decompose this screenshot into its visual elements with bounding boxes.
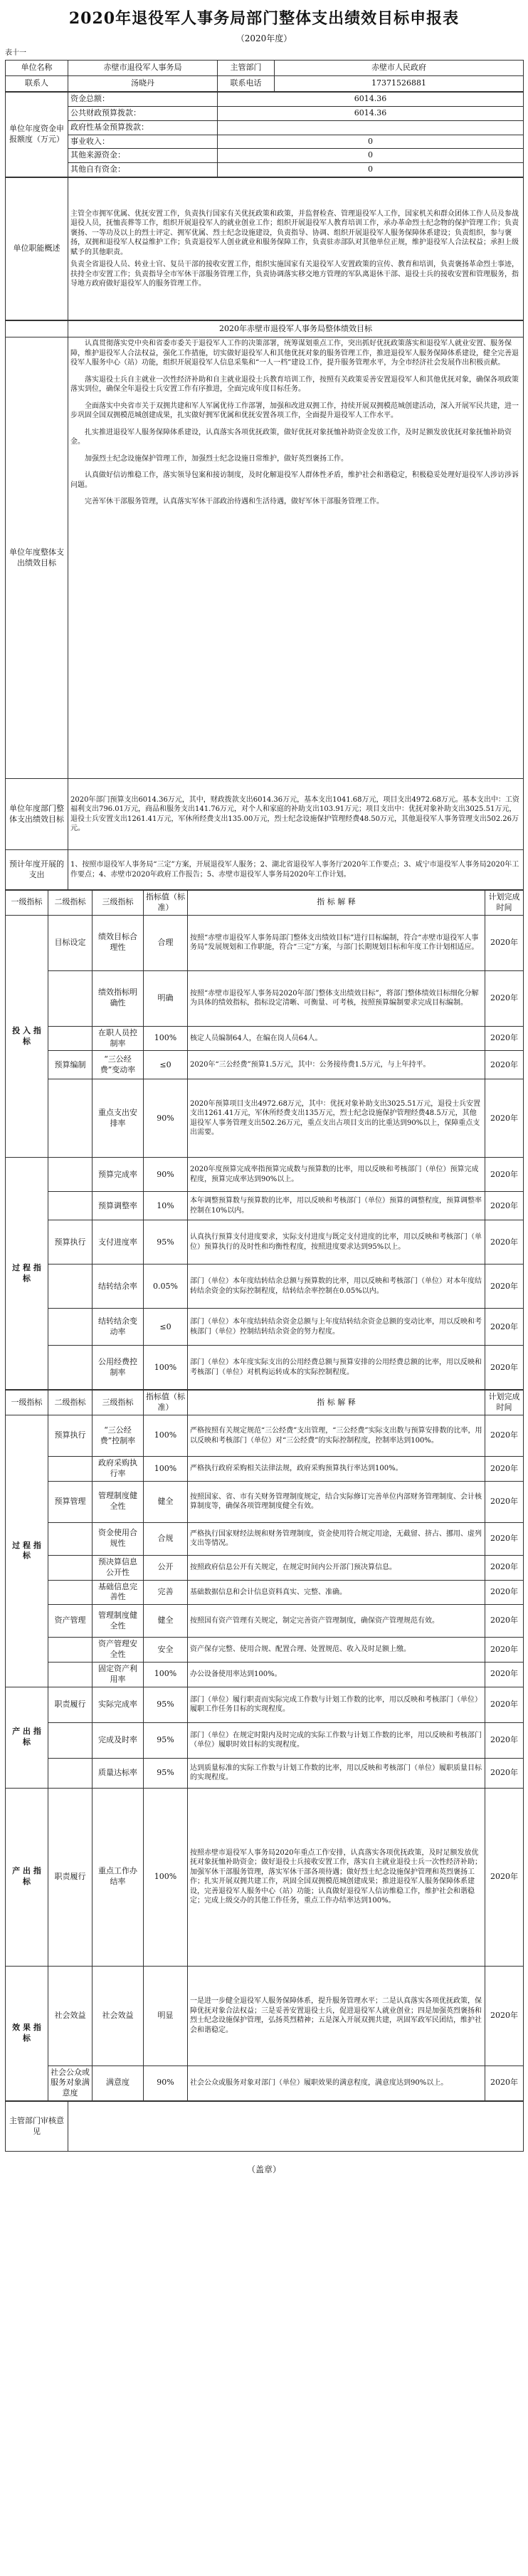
col-desc-b: 指 标 解 释 xyxy=(188,1391,485,1415)
form-title: 2020年退役军人事务局部门整体支出绩效目标申报表 xyxy=(68,9,460,28)
col-lvl2-b: 二级指标 xyxy=(48,1391,93,1415)
indicator-target: 明确 xyxy=(144,970,188,1026)
indicator-target: 安全 xyxy=(144,1638,188,1663)
indicator-lvl3: 基础信息完善性 xyxy=(93,1580,144,1605)
indicator-desc: 认真执行预算支付进度要求，实际支付进度与既定支付进度的比率，用以反映和考核部门（单位）预算执行的及时性和均衡性程度，按照进度要求达到95%以上。 xyxy=(188,1220,485,1265)
indicator-desc: 按照“赤壁市退役军人事务局部门整体支出绩效目标”进行目标编制，符合“赤壁市退役军人事务局”发展规划和工作职能，符合“三定”方案，与部门长期规划目标和年度工作计划相适应。 xyxy=(188,915,485,970)
col-target: 指标值（标准） xyxy=(144,891,188,916)
indicator-lvl2 xyxy=(48,1346,93,1390)
funds-row-label: 资金总额： xyxy=(68,93,218,107)
indicator-row xyxy=(6,1192,524,1220)
col-lvl1: 一级指标 xyxy=(6,891,48,916)
annual-table xyxy=(5,320,524,890)
col-lvl2: 二级指标 xyxy=(48,891,93,916)
indicator-lvl3: 绩效指标明确性 xyxy=(93,970,144,1026)
indicator-row xyxy=(6,1788,524,1966)
plan-label: 预计年度开展的支出 xyxy=(6,850,68,890)
indicator-target: 10% xyxy=(144,1192,188,1220)
indicator-lvl3: 预决算信息公开性 xyxy=(93,1555,144,1580)
indicator-row xyxy=(6,1722,524,1758)
contact-label: 联系人 xyxy=(6,76,68,92)
plan-text: 1、按照市退役军人事务局“三定”方案，开展退役军人服务；2、湖北省退役军人事务厅2020年工作要点；3、咸宁市退役军人事务局2020年工作要点；4、赤壁市2020年政府工作报告；5、赤壁市退役军人事务局2020年工作计划。 xyxy=(68,850,524,890)
indicator-row xyxy=(6,1580,524,1605)
indicator-year: 2020年 xyxy=(485,1457,524,1482)
indicator-lvl2 xyxy=(48,1522,93,1555)
indicator-row xyxy=(6,1638,524,1663)
indicator-year: 2020年 xyxy=(485,1346,524,1390)
indicator-target: ≤0 xyxy=(144,1051,188,1079)
annual-paragraph: 认真贯彻落实党中央和省委市委关于退役军人工作的决策部署，统筹谋划重点工作，突出抓好优抚政策落实和退役军人就业安置、服务保障，维护退役军人合法权益，强化工作措施，切实做好退役军人和其他优抚对象的服务管理工作，推进退役军人服务保障体系建设，健全完善退役军人服务中心（站）功能，组织开展退役军人信息采集和“一人一档”建设工作，提升服务管理水平，为全市经济社会发展作出积极贡献。 xyxy=(70,340,519,367)
indicator-lvl3: 质量达标率 xyxy=(93,1758,144,1788)
indicator-lvl3: 资产管理安全性 xyxy=(93,1638,144,1663)
indicator-lvl3: 结转结余变动率 xyxy=(93,1309,144,1346)
indicator-lvl3: “三公经费”控制率 xyxy=(93,1415,144,1457)
duty-text xyxy=(68,178,524,320)
unit-value: 赤壁市退役军人事务局 xyxy=(68,61,218,76)
funds-row-label: 公共财政预算拨款： xyxy=(68,106,218,120)
form-year: （2020年度） xyxy=(236,33,292,43)
indicator-year: 2020年 xyxy=(485,1555,524,1580)
col-year-b: 计划完成时间 xyxy=(485,1391,524,1415)
indicator-lvl3: 重点支出安排率 xyxy=(93,1079,144,1158)
indicator-lvl3: 固定资产利用率 xyxy=(93,1662,144,1687)
indicator-row xyxy=(6,915,524,970)
indicator-desc: 严格执行政府采购相关法律法规，政府采购预算执行率达到100%。 xyxy=(188,1457,485,1482)
indicator-desc: 按照国有资产管理有关规定，制定完善资产管理制度，确保资产管理规范有效。 xyxy=(188,1605,485,1638)
indicator-desc: 部门（单位）本年度结转结余资金总额与上年度结转结余资金总额的变动比率，用以反映和考核部门（单位）控制结转结余资金的努力程度。 xyxy=(188,1309,485,1346)
indicator-year: 2020年 xyxy=(485,1158,524,1192)
funds-table xyxy=(5,92,524,177)
indicator-lvl2 xyxy=(48,1662,93,1687)
annual-heading: 2020年赤壁市退役军人事务局整体绩效目标 xyxy=(68,321,524,337)
form-number: 表十一 xyxy=(5,49,26,57)
indicator-year: 2020年 xyxy=(485,1605,524,1638)
indicator-group: 产 出 指 标 xyxy=(6,1788,48,1966)
indicator-lvl2: 目标设定 xyxy=(48,915,93,970)
indicator-desc: 按照国家、省、市有关财务管理制度规定，结合实际修订完善单位内部财务管理制度、会计核算制度等，确保各项管理制度健全有效。 xyxy=(188,1481,485,1522)
indicator-row xyxy=(6,1079,524,1158)
funds-row-value: 0 xyxy=(218,149,524,163)
indicator-desc: 严格按照有关规定规范“三公经费”支出管理，“三公经费”实际支出数与预算安排数的比率，用以反映和考核部门（单位）对“三公经费”的实际控制程度，控制率达到100%。 xyxy=(188,1415,485,1457)
indicator-desc: 2020年“三公经费”预算1.5万元，其中：公务接待费1.5万元，与上年持平。 xyxy=(188,1051,485,1079)
indicator-target: ≤0 xyxy=(144,1309,188,1346)
indicator-desc: 达到质量标准的实际工作数与计划工作数的比率，用以反映和考核部门（单位）履职质量目标的实现程度。 xyxy=(188,1758,485,1788)
indicator-desc: 核定人员编制64人，在编在岗人员64人。 xyxy=(188,1026,485,1051)
indicator-lvl3: 预算完成率 xyxy=(93,1158,144,1192)
indicator-desc: 按照赤壁市退役军人事务局2020年重点工作安排，认真落实各项优抚政策，及时足额发放优抚对象抚恤补助资金；做好退役士兵接收安置工作，落实自主就业退役士兵一次性经济补助；加强军休干部服务管理，落实军休干部各项待遇；做好烈士纪念设施保护管理和英烈褒扬工作；扎实开展双拥共建工作，巩固全国双拥模范城创建成果；推进退役军人服务保障体系建设，完善退役军人服务中心（站）功能；认真做好退役军人信访维稳工作，维护社会和谐稳定；完成上级交办的其他工作任务，重点工作办结率达到100%。 xyxy=(188,1788,485,1966)
indicator-lvl2: 职责履行 xyxy=(48,1687,93,1722)
signature-stamp: （盖章） xyxy=(246,2164,281,2174)
indicator-year: 2020年 xyxy=(485,1415,524,1457)
annual-paragraph: 落实退役士兵自主就业一次性经济补助和自主就业退役士兵教育培训工作，按照有关政策妥善安置退役军人和其他优抚对象，确保各项政策落实到位，确保全年退役士兵安置工作有序推进，全面完成年度目标任务。 xyxy=(70,375,519,394)
indicator-lvl2 xyxy=(48,1580,93,1605)
indicator-lvl2 xyxy=(48,1158,93,1192)
indicator-lvl2 xyxy=(48,1758,93,1788)
indicator-year: 2020年 xyxy=(485,1966,524,2065)
indicator-year: 2020年 xyxy=(485,1638,524,1663)
indicator-row xyxy=(6,970,524,1026)
indicator-row xyxy=(6,1158,524,1192)
indicator-desc: 一是进一步健全退役军人服务保障体系，提升服务管理水平；二是认真落实各项优抚政策，保障优抚对象合法权益；三是妥善安置退役士兵，促进退役军人就业创业；四是加强英烈褒扬和烈士纪念设施保护管理，弘扬英烈精神；五是深入开展双拥共建，巩固军政军民团结，维护社会和谐稳定。 xyxy=(188,1966,485,2065)
indicator-year: 2020年 xyxy=(485,970,524,1026)
indicator-year: 2020年 xyxy=(485,1522,524,1555)
indicator-lvl3: “三公经费”变动率 xyxy=(93,1051,144,1079)
funds-row-value: 6014.36 xyxy=(218,106,524,120)
indicator-row xyxy=(6,2065,524,2101)
indicator-lvl3: 重点工作办结率 xyxy=(93,1788,144,1966)
col-desc: 指 标 解 释 xyxy=(188,891,485,916)
indicator-lvl2: 社会效益 xyxy=(48,1966,93,2065)
col-lvl3-b: 三级指标 xyxy=(93,1391,144,1415)
indicator-target: 完善 xyxy=(144,1580,188,1605)
funds-row-value: 6014.36 xyxy=(218,93,524,107)
indicator-row xyxy=(6,1687,524,1722)
indicator-group: 过 程 指 标 xyxy=(6,1415,48,1687)
indicator-lvl2 xyxy=(48,1309,93,1346)
indicator-desc: 严格执行国家财经法规和财务管理制度，资金使用符合规定用途，无截留、挤占、挪用、虚列支出等情况。 xyxy=(188,1522,485,1555)
indicator-lvl2 xyxy=(48,970,93,1026)
indicator-lvl3: 实际完成率 xyxy=(93,1687,144,1722)
funds-row-label: 事业收入： xyxy=(68,135,218,149)
indicator-target: 合理 xyxy=(144,915,188,970)
col-year: 计划完成时间 xyxy=(485,891,524,916)
indicator-lvl2 xyxy=(48,1079,93,1158)
indicator-year: 2020年 xyxy=(485,2065,524,2101)
indicator-year: 2020年 xyxy=(485,1026,524,1051)
indicator-year: 2020年 xyxy=(485,1051,524,1079)
funds-row-value xyxy=(218,120,524,135)
indicator-desc: 本年调整预算数与预算数的比率，用以反映和考核部门（单位）预算的调整程度，预算调整率控制在10%以内。 xyxy=(188,1192,485,1220)
indicator-row xyxy=(6,1481,524,1522)
indicator-lvl2: 社会公众或服务对象满意度 xyxy=(48,2065,93,2101)
annual-paragraph: 认真做好信访维稳工作，落实领导包案和接访制度，及时化解退役军人群体性矛盾，维护社会和谐稳定，积极稳妥处理好退役军人涉访涉诉问题。 xyxy=(70,471,519,489)
indicator-target: 100% xyxy=(144,1788,188,1966)
annual-paragraph: 扎实推进退役军人服务保障体系建设，认真落实各项优抚政策，做好优抚对象抚恤补助资金发放工作，及时足额发放优抚对象抚恤补助资金。 xyxy=(70,428,512,446)
indicator-target: 100% xyxy=(144,1346,188,1390)
indicator-lvl3: 在职人员控制率 xyxy=(93,1026,144,1051)
indicator-row xyxy=(6,1522,524,1555)
indicator-desc: 办公设备使用率达到100%。 xyxy=(188,1662,485,1687)
indicator-year: 2020年 xyxy=(485,1079,524,1158)
indicator-row xyxy=(6,1415,524,1457)
indicator-lvl3: 公用经费控制率 xyxy=(93,1346,144,1390)
funds-row-label: 其他来源资金： xyxy=(68,149,218,163)
indicator-lvl3: 管理制度健全性 xyxy=(93,1605,144,1638)
indicator-row xyxy=(6,1026,524,1051)
indicator-target: 100% xyxy=(144,1415,188,1457)
indicator-lvl3: 资金使用合规性 xyxy=(93,1522,144,1555)
indicator-lvl2 xyxy=(48,1026,93,1051)
indicator-row xyxy=(6,1309,524,1346)
indicator-row xyxy=(6,1966,524,2065)
indicator-desc: 部门（单位）本年度实际支出的公用经费总额与预算安排的公用经费总额的比率，用以反映和考核部门（单位）对机构运转成本的实际控制程度。 xyxy=(188,1346,485,1390)
indicator-target: 健全 xyxy=(144,1605,188,1638)
indicator-year: 2020年 xyxy=(485,1220,524,1265)
duty-text-2: 负责全省退役人员、转业士官、复员干部的接收安置工作，组织实施国家有关退役军人安置政策的宣传、教育和培训，负责褒扬革命烈士事迹，扶持全市安置工作；负责指导全市军休干部服务管理工作，负责协调落实移交地方管理的军队离退休干部、退役士兵的接收安置和管理服务，指导地方政府做好退役军人的服务管理工作。 xyxy=(70,261,519,288)
indicator-year: 2020年 xyxy=(485,1265,524,1309)
indicator-row xyxy=(6,1555,524,1580)
indicator-table-2 xyxy=(5,1390,524,2101)
indicator-lvl3: 满意度 xyxy=(93,2065,144,2101)
indicator-lvl3: 支付进度率 xyxy=(93,1220,144,1265)
indicator-desc: 社会公众或服务对象对部门（单位）履职效果的满意程度，满意度达到90%以上。 xyxy=(188,2065,485,2101)
indicator-row xyxy=(6,1220,524,1265)
duty-label: 单位职能概述 xyxy=(6,178,68,320)
indicator-desc: 部门（单位）履行职责而实际完成工作数与计划工作数的比率，用以反映和考核部门（单位）履职工作任务目标的实现程度。 xyxy=(188,1687,485,1722)
indicator-year: 2020年 xyxy=(485,1758,524,1788)
indicator-target: 90% xyxy=(144,2065,188,2101)
indicator-desc: 部门（单位）本年度结转结余总额与预算数的比率，用以反映和考核部门（单位）对本年度结转结余资金的实际控制程度，结转结余率控制在0.05%以内。 xyxy=(188,1265,485,1309)
funds-row-value: 0 xyxy=(218,163,524,177)
col-target-b: 指标值（标准） xyxy=(144,1391,188,1415)
indicator-lvl2 xyxy=(48,1555,93,1580)
funds-row-value: 0 xyxy=(218,135,524,149)
indicator-target: 100% xyxy=(144,1457,188,1482)
indicator-lvl3: 完成及时率 xyxy=(93,1722,144,1758)
annual-paragraph: 完善军休干部服务管理，认真落实军休干部政治待遇和生活待遇，做好军休干部服务管理工作。 xyxy=(85,498,384,506)
indicator-row xyxy=(6,1758,524,1788)
annual-paragraph: 加强烈士纪念设施保护管理工作，加强烈士纪念设施日常维护，做好英烈褒扬工作。 xyxy=(85,454,348,463)
phone-label: 联系电话 xyxy=(218,76,275,92)
indicator-row xyxy=(6,1605,524,1638)
col-lvl3: 三级指标 xyxy=(93,891,144,916)
indicator-lvl3: 政府采购执行率 xyxy=(93,1457,144,1482)
indicator-desc: 按照“赤壁市退役军人事务局2020年部门整体支出绩效目标”，将部门整体绩效目标细化分解为具体的绩效指标，指标设定清晰、可衡量、可考核，按照预算编制要求完成目标编制。 xyxy=(188,970,485,1026)
indicator-row xyxy=(6,1457,524,1482)
indicator-year: 2020年 xyxy=(485,1662,524,1687)
annual-label: 单位年度整体支出绩效目标 xyxy=(6,337,68,779)
indicator-desc: 资产保存完整、使用合规、配置合理、处置规范、收入及时足额上缴。 xyxy=(188,1638,485,1663)
indicator-lvl2: 职责履行 xyxy=(48,1788,93,1966)
indicator-desc: 2020年预算项目支出4972.68万元，其中：优抚对象补助支出3025.51万元，退役士兵安置支出1261.41万元，军休所经费支出135万元，烈士纪念设施保护管理经费48.5万元，其他退役军人事务管理支出502.26万元，重点支出占项目支出的比重达到90%以上，保障重点支出需要。 xyxy=(188,1079,485,1158)
annual-paras xyxy=(68,337,524,779)
indicator-lvl2 xyxy=(48,1192,93,1220)
indicator-year: 2020年 xyxy=(485,1788,524,1966)
indicator-target: 95% xyxy=(144,1758,188,1788)
indicator-lvl3: 管理制度健全性 xyxy=(93,1481,144,1522)
duty-text-1: 主管全市拥军优属、优抚安置工作，负责执行国家有关优抚政策和政策，并监督检查、管理退役军人工作，国家机关和群众团体工作人员及参战退役人员，抚恤丧葬等工作，组织开展退役军人的就业创业工作；组织开展退役军人教育培训工作，承办革命烈士纪念物的保护管理工作；负责褒扬、一等功及以上的烈士评定、拥军优属、烈士纪念设施建设，负责指导、协调、组织开展退役军人服务保障体系建设；负责组织，参与褒扬，双拥和退役军人权益维护工作；负责退役军人创业就业和服务保障工作，负责驻赤部队对其他单位正规，维护退役军人合法权益；承担上级赋予的其他职责。 xyxy=(70,209,519,256)
indicator-year: 2020年 xyxy=(485,915,524,970)
unit-label: 单位名称 xyxy=(6,61,68,76)
indicator-target: 90% xyxy=(144,1079,188,1158)
indicator-year: 2020年 xyxy=(485,1687,524,1722)
indicator-group: 效 果 指 标 xyxy=(6,1966,48,2101)
duty-table xyxy=(5,177,524,320)
indicator-year: 2020年 xyxy=(485,1309,524,1346)
indicator-group: 过 程 指 标 xyxy=(6,1158,48,1390)
indicator-target: 100% xyxy=(144,1662,188,1687)
review-text xyxy=(68,2102,524,2152)
annual-budget-text: 2020年部门预算支出6014.36万元，其中，财政拨款支出6014.36万元，基本支出1041.68万元，项目支出4972.68万元。基本支出中：工资福利支出796.01万元，商品和服务支出141.76万元，对个人和家庭的补助支出103.91万元；项目支出中：优抚对象补助支出3025.51万元，退役士兵安置支出1261.41万元，军休所经费支出135.00万元，烈士纪念设施保护管理经费48.50万元，其他退役军人事务管理支出502.26万元。 xyxy=(68,779,524,850)
indicator-row xyxy=(6,1051,524,1079)
indicator-target: 明显 xyxy=(144,1966,188,2065)
contact-value: 汤晓丹 xyxy=(68,76,218,92)
col-lvl1-b: 一级指标 xyxy=(6,1391,48,1415)
review-table xyxy=(5,2101,524,2152)
funds-group-label: 单位年度资金申报额度（万元） xyxy=(6,93,68,177)
indicator-desc: 按照政府信息公开有关规定，在规定时间内公开部门预决算信息。 xyxy=(188,1555,485,1580)
indicator-target: 100% xyxy=(144,1026,188,1051)
indicator-year: 2020年 xyxy=(485,1192,524,1220)
indicator-lvl2 xyxy=(48,1638,93,1663)
indicator-group: 投 入 指 标 xyxy=(6,915,48,1158)
indicator-desc: 部门（单位）在规定时限内及时完成的实际工作数与计划工作数的比率，用以反映和考核部门（单位）履职时效目标的实现程度。 xyxy=(188,1722,485,1758)
indicator-lvl3: 预算调整率 xyxy=(93,1192,144,1220)
indicator-lvl2 xyxy=(48,1722,93,1758)
funds-row-label: 其他自有资金： xyxy=(68,163,218,177)
dept-value: 赤壁市人民政府 xyxy=(275,61,524,76)
indicator-year: 2020年 xyxy=(485,1722,524,1758)
indicator-lvl2 xyxy=(48,1457,93,1482)
indicator-target: 健全 xyxy=(144,1481,188,1522)
indicator-group: 产 出 指 标 xyxy=(6,1687,48,1788)
indicator-year: 2020年 xyxy=(485,1580,524,1605)
annual-paragraph: 全面落实中央省市关于双拥共建和军人军属优待工作部署，加强和改进双拥工作，持续开展双拥模范城创建活动，深入开展军民共建，进一步巩固全国双拥模范城创建成果，扎实做好拥军优属和优抚安置各项工作，全面提升退役军人工作水平。 xyxy=(70,402,519,420)
indicator-target: 95% xyxy=(144,1220,188,1265)
indicator-lvl2: 预算编制 xyxy=(48,1051,93,1079)
indicator-target: 0.05% xyxy=(144,1265,188,1309)
funds-row-label: 政府性基金预算拨款： xyxy=(68,120,218,135)
indicator-lvl2: 资产管理 xyxy=(48,1605,93,1638)
indicator-target: 公开 xyxy=(144,1555,188,1580)
indicator-target: 95% xyxy=(144,1722,188,1758)
review-label: 主管部门审核意见 xyxy=(6,2102,68,2152)
indicator-lvl3: 社会效益 xyxy=(93,1966,144,2065)
indicator-desc: 2020年度预算完成率指预算完成数与预算数的比率，用以反映和考核部门（单位）预算完成程度，预算完成率达到90%以上。 xyxy=(188,1158,485,1192)
indicator-target: 95% xyxy=(144,1687,188,1722)
header-table xyxy=(5,60,524,92)
dept-label: 主管部门 xyxy=(218,61,275,76)
indicator-table-1 xyxy=(5,890,524,1390)
indicator-lvl2: 预算执行 xyxy=(48,1415,93,1457)
indicator-lvl2: 预算管理 xyxy=(48,1481,93,1522)
indicator-target: 90% xyxy=(144,1158,188,1192)
indicator-lvl3: 结转结余率 xyxy=(93,1265,144,1309)
indicator-lvl2 xyxy=(48,1265,93,1309)
phone-value: 17371526881 xyxy=(275,76,524,92)
indicator-target: 合规 xyxy=(144,1522,188,1555)
indicator-desc: 基础数据信息和会计信息资料真实、完整、准确。 xyxy=(188,1580,485,1605)
indicator-lvl2: 预算执行 xyxy=(48,1220,93,1265)
annual-budget-label: 单位年度部门整体支出绩效目标 xyxy=(6,779,68,850)
indicator-row xyxy=(6,1265,524,1309)
indicator-row xyxy=(6,1346,524,1390)
indicator-year: 2020年 xyxy=(485,1481,524,1522)
indicator-lvl3: 绩效目标合理性 xyxy=(93,915,144,970)
indicator-row xyxy=(6,1662,524,1687)
